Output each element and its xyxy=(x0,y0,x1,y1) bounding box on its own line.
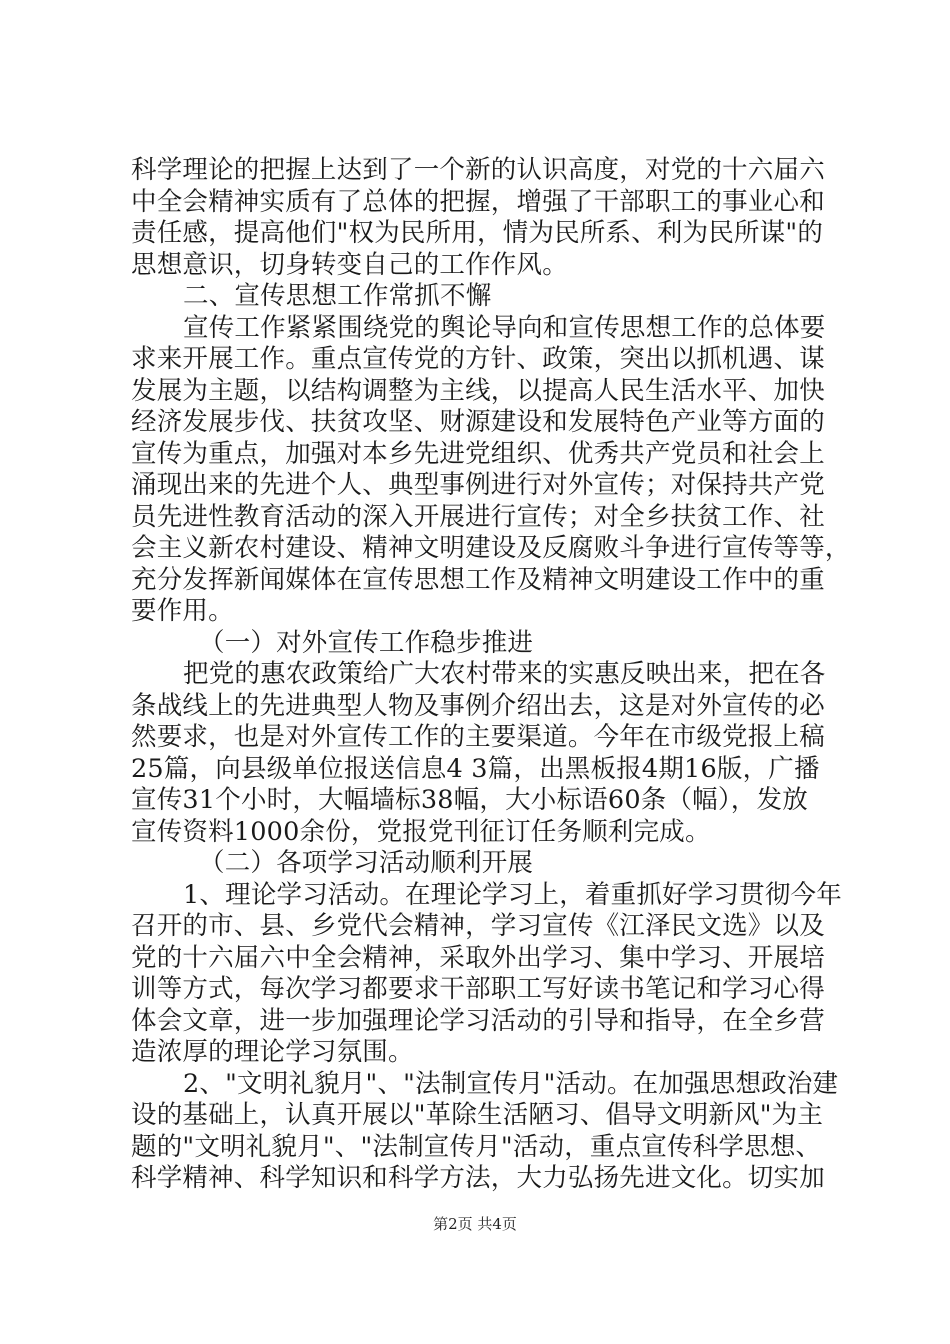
text-line: 设的基础上，认真开展以"革除生活陋习、倡导文明新风"为主 xyxy=(131,1100,824,1130)
text-line: 党的十六届六中全会精神，采取外出学习、集中学习、开展培 xyxy=(131,942,825,973)
text-line: 要作用。 xyxy=(131,596,234,626)
text-line: 造浓厚的理论学习氛围。 xyxy=(131,1037,414,1067)
page-number-label: 第2页 共4页 xyxy=(433,1215,517,1233)
text-line: 思想意识，切身转变自己的工作作风。 xyxy=(131,249,568,280)
text-line: 宣传31个小时，大幅墙标38幅，大小标语60条（幅），发放 xyxy=(131,785,808,815)
text-line: 求来开展工作。重点宣传党的方针、政策，突出以抓机遇、谋 xyxy=(131,344,825,374)
text-line: 员先进性教育活动的深入开展进行宣传；对全乡扶贫工作、社 xyxy=(131,501,825,532)
text-line: 科学理论的把握上达到了一个新的认识高度，对党的十六届六 xyxy=(131,155,825,185)
text-line: 召开的市、县、乡党代会精神，学习宣传《江泽民文选》以及 xyxy=(131,911,825,941)
text-line: 宣传为重点，加强对本乡先进党组织、优秀共产党员和社会上 xyxy=(131,438,825,469)
text-line: 训等方式，每次学习都要求干部职工写好读书笔记和学习心得 xyxy=(131,974,825,1004)
text-line: 2、"文明礼貌月"、"法制宣传月"活动。在加强思想政治建 xyxy=(183,1068,839,1099)
document-body xyxy=(131,155,851,1195)
text-line: 科学精神、科学知识和科学方法，大力弘扬先进文化。切实加 xyxy=(131,1163,825,1193)
text-line: 宣传工作紧紧围绕党的舆论导向和宣传思想工作的总体要 xyxy=(183,312,826,343)
text-line: 体会文章，进一步加强理论学习活动的引导和指导，在全乡营 xyxy=(131,1005,825,1036)
text-line: 1、理论学习活动。在理论学习上，着重抓好学习贯彻今年 xyxy=(183,879,842,910)
text-line: 题的"文明礼貌月"、"法制宣传月"活动，重点宣传科学思想、 xyxy=(131,1131,822,1162)
text-line: 宣传资料1000余份，党报党刊征订任务顺利完成。 xyxy=(131,816,711,847)
text-line: 涌现出来的先进个人、典型事例进行对外宣传；对保持共产党 xyxy=(131,470,825,500)
text-line: 把党的惠农政策给广大农村带来的实惠反映出来，把在各 xyxy=(183,659,826,689)
text-line: 25篇，向县级单位报送信息4 3篇，出黑板报4期16版，广播 xyxy=(131,753,820,784)
text-line: 条战线上的先进典型人物及事例介绍出去，这是对外宣传的必 xyxy=(131,690,825,721)
subsection-heading: （二）各项学习活动顺利开展 xyxy=(199,848,534,878)
text-line: 发展为主题，以结构调整为主线，以提高人民生活水平、加快 xyxy=(131,375,825,406)
page-footer xyxy=(0,1213,950,1234)
text-line: 责任感，提高他们"权为民所用，情为民所系、利为民所谋"的 xyxy=(131,218,824,248)
text-line: 然要求，也是对外宣传工作的主要渠道。今年在市级党报上稿 xyxy=(131,722,825,752)
subsection-heading: （一）对外宣传工作稳步推进 xyxy=(199,627,534,658)
section-heading: 二、宣传思想工作常抓不懈 xyxy=(183,281,492,311)
text-line: 会主义新农村建设、精神文明建设及反腐败斗争进行宣传等等， xyxy=(131,533,851,563)
text-line: 充分发挥新闻媒体在宣传思想工作及精神文明建设工作中的重 xyxy=(131,564,825,595)
text-line: 中全会精神实质有了总体的把握，增强了干部职工的事业心和 xyxy=(131,186,825,217)
text-line: 经济发展步伐、扶贫攻坚、财源建设和发展特色产业等方面的 xyxy=(131,407,825,437)
